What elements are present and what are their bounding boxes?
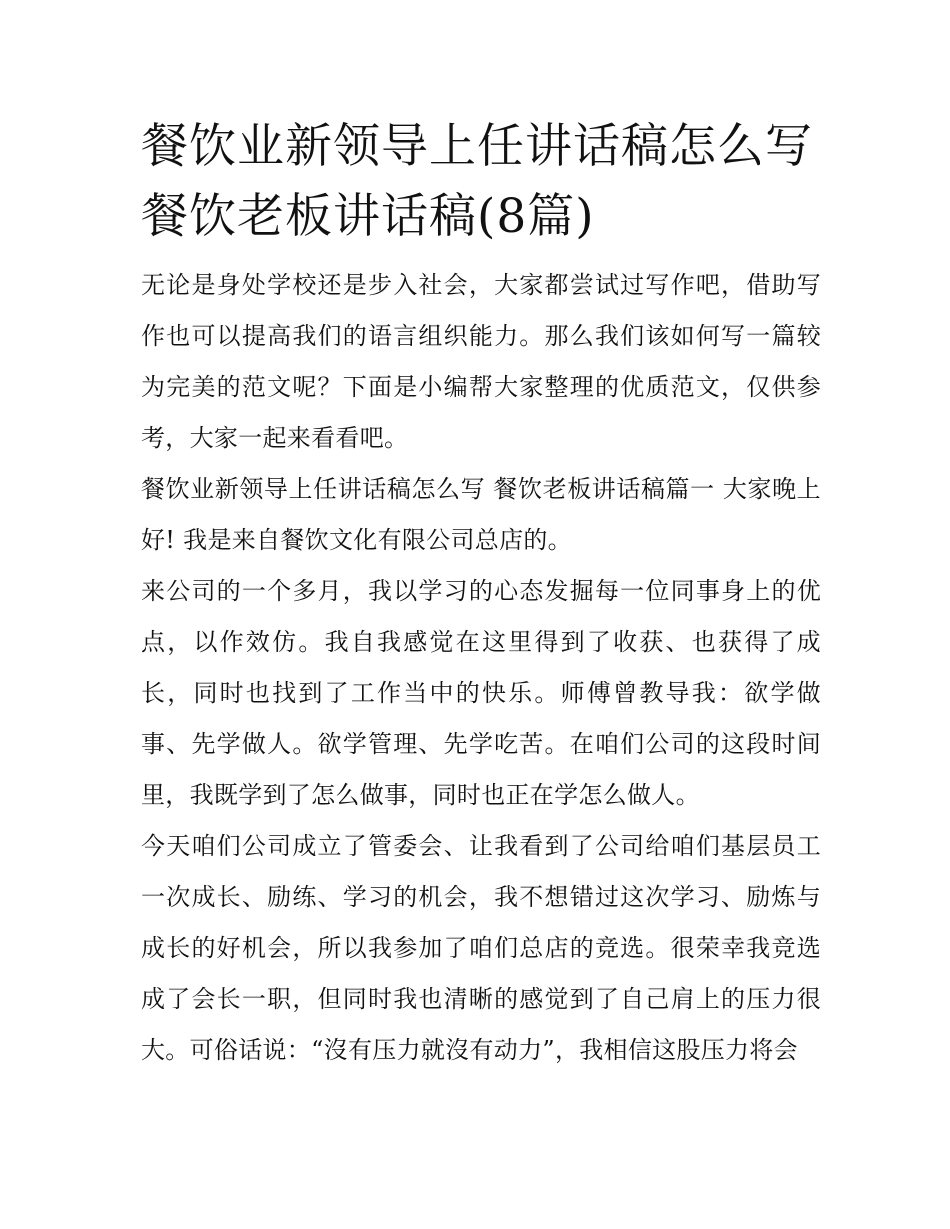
document-page bbox=[141, 112, 821, 1076]
paragraph-greeting: 餐饮业新领导上任讲话稿怎么写 餐饮老板讲话稿篇一 大家晚上好! 我是来自餐饮文化有限公司总店的。 bbox=[141, 475, 821, 554]
document-title: 餐饮业新领导上任讲话稿怎么写 餐饮老板讲话稿(8篇) bbox=[141, 119, 813, 244]
paragraph-intro: 无论是身处学校还是步入社会，大家都尝试过写作吧，借助写作也可以提高我们的语言组织能力。那么我们该如何写一篇较为完美的范文呢？下面是小编帮大家整理的优质范文，仅供参考，大家一起来看看吧。 bbox=[141, 271, 821, 452]
paragraph-experience: 来公司的一个多月，我以学习的心态发掘每一位同事身上的优点，以作效仿。我自我感觉在这里得到了收获、也获得了成长，同时也找到了工作当中的快乐。师傅曾教导我：欲学做事、先学做人。欲学管理、先学吃苦。在咱们公司的这段时间里，我既学到了怎么做事，同时也正在学怎么做人。 bbox=[141, 577, 821, 809]
paragraph-election: 今天咱们公司成立了管委会、让我看到了公司给咱们基层员工一次成长、励练、学习的机会，我不想错过这次学习、励炼与成长的好机会，所以我参加了咱们总店的竞选。很荣幸我竞选成了会长一职，但同时我也清晰的感觉到了自己肩上的压力很大。可俗话说：“沒有压力就沒有动力”，我相信这股压力将会 bbox=[141, 832, 821, 1064]
